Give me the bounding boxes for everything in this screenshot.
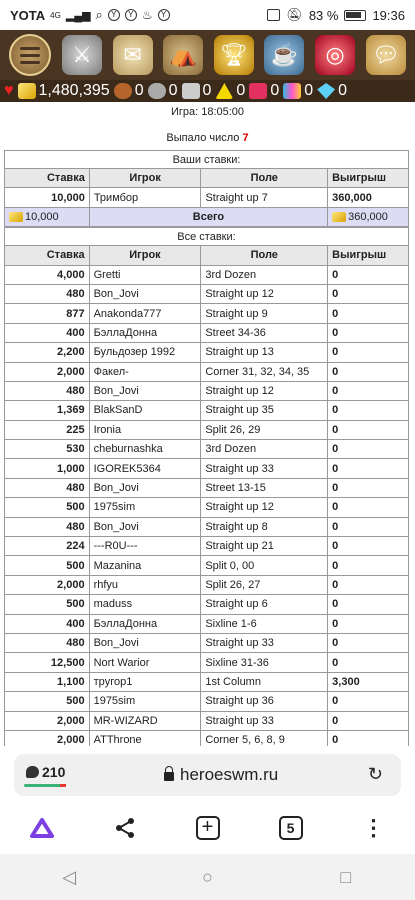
- bet-field: Straight up 6: [201, 595, 328, 614]
- bet-amount: 2,000: [5, 362, 90, 381]
- bet-field: Straight up 12: [201, 284, 328, 303]
- address-bar[interactable]: [14, 754, 401, 796]
- table-row: [5, 362, 409, 381]
- bet-field: Straight up 7: [201, 188, 328, 207]
- table-row: [5, 265, 409, 284]
- result-number: 7: [242, 132, 249, 144]
- clock: 19:36: [372, 7, 405, 23]
- bet-field: Corner 31, 32, 34, 35: [201, 362, 328, 381]
- total-label: Всего: [89, 207, 327, 226]
- col-field: Поле: [201, 169, 328, 188]
- crystal-icon: [249, 83, 267, 99]
- win-amount: 0: [328, 633, 409, 652]
- bet-field: Straight up 33: [201, 459, 328, 478]
- mercury-amount: 0: [202, 82, 212, 99]
- tavern-mug-icon[interactable]: ☕: [264, 35, 304, 75]
- bet-field: Straight up 8: [201, 517, 328, 536]
- win-amount: 0: [328, 362, 409, 381]
- bet-amount: 400: [5, 614, 90, 633]
- bet-field: 3rd Dozen: [201, 440, 328, 459]
- table-row: [5, 381, 409, 400]
- player-link[interactable]: ---R0U---: [89, 537, 201, 556]
- battery-icon: [344, 10, 366, 21]
- table-row: [5, 343, 409, 362]
- bet-amount: 4,000: [5, 265, 90, 284]
- all-bets-title: Все ставки:: [4, 227, 409, 245]
- bet-amount: 2,000: [5, 575, 90, 594]
- player-link[interactable]: трyгор1: [89, 672, 201, 691]
- table-row: [5, 537, 409, 556]
- gold-icon: [332, 212, 346, 222]
- gold-icon: [9, 212, 23, 222]
- result-label: Выпало число: [166, 132, 240, 144]
- plus-icon: +: [196, 816, 220, 840]
- win-amount: 0: [328, 692, 409, 711]
- recents-icon[interactable]: □: [340, 867, 352, 887]
- table-row: [5, 730, 409, 746]
- bet-field: Corner 5, 6, 8, 9: [201, 730, 328, 746]
- player-link[interactable]: Bon_Jovi: [89, 633, 201, 652]
- system-navigation-bar: [0, 854, 415, 900]
- all-bets-header: [5, 246, 409, 265]
- player-link[interactable]: maduss: [89, 595, 201, 614]
- my-bets-table: [4, 168, 409, 227]
- player-link[interactable]: БэллаДонна: [89, 323, 201, 342]
- new-tab-button[interactable]: [192, 812, 224, 844]
- player-link[interactable]: Anakonda777: [89, 304, 201, 323]
- bet-field: Straight up 13: [201, 343, 328, 362]
- player-link[interactable]: Bon_Jovi: [89, 284, 201, 303]
- share-icon[interactable]: [109, 812, 141, 844]
- nfc-icon: [267, 9, 280, 21]
- game-time: Игра: 18:05:00: [170, 106, 245, 118]
- diamond-icon: [317, 83, 335, 99]
- bet-amount: 480: [5, 478, 90, 497]
- table-row: [5, 323, 409, 342]
- bet-amount: 500: [5, 692, 90, 711]
- chat-count: 210: [42, 764, 66, 780]
- player-link[interactable]: БэллаДонна: [89, 614, 201, 633]
- player-link[interactable]: ATThrone: [89, 730, 201, 746]
- url-display[interactable]: [164, 765, 278, 785]
- more-menu-icon[interactable]: ⋮: [362, 815, 385, 840]
- chat-progress-bar: [24, 784, 66, 787]
- chat-icon: [26, 766, 39, 778]
- player-link[interactable]: rhfyu: [89, 575, 201, 594]
- table-row: [5, 498, 409, 517]
- win-amount: 0: [328, 323, 409, 342]
- reload-icon[interactable]: ↻: [367, 764, 383, 784]
- my-bets-header: [5, 169, 409, 188]
- back-icon[interactable]: ◁: [62, 867, 77, 887]
- win-amount: 0: [328, 440, 409, 459]
- player-link[interactable]: 1975sim: [89, 692, 201, 711]
- signal-icon: ▂▄▆: [65, 9, 91, 22]
- diamond-amount: 0: [338, 82, 348, 99]
- win-amount: 0: [328, 343, 409, 362]
- bet-field: Straight up 12: [201, 381, 328, 400]
- fire-icon: ♨: [141, 8, 153, 22]
- ore-icon: [148, 83, 166, 99]
- bet-amount: 225: [5, 420, 90, 439]
- bet-amount: 10,000: [5, 188, 90, 207]
- bet-amount: 400: [5, 323, 90, 342]
- table-row: [5, 653, 409, 672]
- mercury-icon: [182, 83, 200, 99]
- win-amount: 0: [328, 517, 409, 536]
- heart-icon: ♥: [4, 82, 14, 99]
- app-y-icon: Y: [158, 9, 170, 21]
- backpack-icon[interactable]: ⛺: [163, 35, 203, 75]
- browser-address-area: [0, 746, 415, 802]
- resources-bar: [0, 80, 415, 102]
- domain-text: heroeswm.ru: [180, 765, 279, 784]
- win-amount: 0: [328, 711, 409, 730]
- search-icon: ⌕: [95, 7, 103, 22]
- wood-amount: 0: [134, 82, 144, 99]
- bet-amount: 500: [5, 595, 90, 614]
- roulette-icon[interactable]: ◎: [315, 35, 355, 75]
- table-row: [5, 401, 409, 420]
- bet-amount: 2,000: [5, 711, 90, 730]
- bet-amount: 480: [5, 284, 90, 303]
- table-row: [5, 478, 409, 497]
- table-row: [5, 440, 409, 459]
- game-navigation-bar: [0, 30, 415, 80]
- player-link[interactable]: Bon_Jovi: [89, 517, 201, 536]
- col-field: Поле: [201, 246, 328, 265]
- player-link[interactable]: Nort Warior: [89, 653, 201, 672]
- gems-icon: [283, 83, 301, 99]
- table-row: [5, 284, 409, 303]
- lock-icon: [164, 772, 174, 781]
- winning-number: [0, 132, 415, 150]
- gold-icon: [18, 83, 36, 99]
- bet-field: Split 26, 27: [201, 575, 328, 594]
- bet-field: Street 34-36: [201, 323, 328, 342]
- total-bet: [5, 207, 90, 226]
- app-y-icon: Y: [125, 9, 137, 21]
- win-amount: 0: [328, 537, 409, 556]
- col-player: Игрок: [89, 169, 201, 188]
- player-link[interactable]: Bon_Jovi: [89, 478, 201, 497]
- ore-amount: 0: [168, 82, 178, 99]
- win-amount: 0: [328, 575, 409, 594]
- all-bets-table: [4, 245, 409, 746]
- col-win: Выигрыш: [328, 246, 409, 265]
- alice-assistant-icon[interactable]: [26, 812, 58, 844]
- bet-field: 3rd Dozen: [201, 265, 328, 284]
- bet-amount: 1,100: [5, 672, 90, 691]
- win-amount: 0: [328, 381, 409, 400]
- gems-amount: 0: [304, 82, 314, 99]
- player-link[interactable]: MR-WIZARD: [89, 711, 201, 730]
- player-link[interactable]: Факел-: [89, 362, 201, 381]
- bet-amount: 1,000: [5, 459, 90, 478]
- table-row: [5, 556, 409, 575]
- chat-counter[interactable]: [26, 764, 65, 780]
- bet-amount: 2,200: [5, 343, 90, 362]
- map-scroll-icon[interactable]: ✉: [113, 35, 153, 75]
- knight-helmet-icon[interactable]: ⚔: [62, 35, 102, 75]
- bet-amount: 1,369: [5, 401, 90, 420]
- table-row: [5, 595, 409, 614]
- table-row: [5, 614, 409, 633]
- bet-amount: 500: [5, 498, 90, 517]
- bet-amount: 12,500: [5, 653, 90, 672]
- player-link[interactable]: IGOREK5364: [89, 459, 201, 478]
- table-row: [5, 575, 409, 594]
- table-row: [5, 633, 409, 652]
- bet-amount: 500: [5, 556, 90, 575]
- browser-toolbar: [0, 802, 415, 854]
- player-link[interactable]: Бульдозер 1992: [89, 343, 201, 362]
- home-icon[interactable]: ○: [202, 867, 213, 887]
- bet-field: Street 13-15: [201, 478, 328, 497]
- carrier-label: YOTA: [10, 7, 46, 23]
- win-amount: 0: [328, 265, 409, 284]
- player-link[interactable]: Bon_Jovi: [89, 381, 201, 400]
- win-amount: 0: [328, 459, 409, 478]
- win-amount: 0: [328, 478, 409, 497]
- gold-amount: 1,480,395: [38, 82, 110, 99]
- battery-percent: 83 %: [308, 7, 339, 23]
- menu-icon[interactable]: [9, 34, 51, 76]
- win-amount: 0: [328, 595, 409, 614]
- player-link[interactable]: cheburnashka: [89, 440, 201, 459]
- bet-amount: 480: [5, 633, 90, 652]
- player-link[interactable]: Тримбор: [89, 188, 201, 207]
- col-win: Выигрыш: [328, 169, 409, 188]
- bet-field: Straight up 35: [201, 401, 328, 420]
- bet-amount: 224: [5, 537, 90, 556]
- col-player: Игрок: [89, 246, 201, 265]
- win-amount: 0: [328, 498, 409, 517]
- tab-count: 5: [279, 816, 303, 840]
- win-amount: 0: [328, 730, 409, 746]
- bet-field: Straight up 36: [201, 692, 328, 711]
- roulette-results-content: [0, 102, 415, 746]
- sulfur-amount: 0: [236, 82, 246, 99]
- table-row: [5, 304, 409, 323]
- player-link[interactable]: BlakSanD: [89, 401, 201, 420]
- status-bar: [0, 0, 415, 30]
- col-bet: Ставка: [5, 246, 90, 265]
- bet-amount: 530: [5, 440, 90, 459]
- bet-field: Split 26, 29: [201, 420, 328, 439]
- bet-amount: 480: [5, 381, 90, 400]
- table-row: [5, 711, 409, 730]
- table-row: [5, 420, 409, 439]
- mute-icon: 🔕︎: [286, 7, 303, 22]
- bet-field: Sixline 1-6: [201, 614, 328, 633]
- network-label: 4G: [50, 10, 61, 20]
- total-bet-amount: 10,000: [25, 210, 59, 223]
- chat-bubble-icon[interactable]: 💬︎: [366, 35, 406, 75]
- win-amount: 360,000: [328, 188, 409, 207]
- player-link[interactable]: 1975sim: [89, 498, 201, 517]
- bet-field: Split 0, 00: [201, 556, 328, 575]
- bet-field: Straight up 33: [201, 711, 328, 730]
- total-win-amount: 360,000: [348, 210, 388, 223]
- player-link[interactable]: Gretti: [89, 265, 201, 284]
- table-row: [5, 692, 409, 711]
- bet-field: Straight up 9: [201, 304, 328, 323]
- total-win: [328, 207, 409, 226]
- table-row: [5, 517, 409, 536]
- player-link[interactable]: Ironia: [89, 420, 201, 439]
- bet-field: Straight up 21: [201, 537, 328, 556]
- col-bet: Ставка: [5, 169, 90, 188]
- total-row: [5, 207, 409, 226]
- table-row: [5, 188, 409, 207]
- player-link[interactable]: Mazanina: [89, 556, 201, 575]
- tabs-button[interactable]: [275, 812, 307, 844]
- win-amount: 0: [328, 304, 409, 323]
- bet-amount: 480: [5, 517, 90, 536]
- win-amount: 3,300: [328, 672, 409, 691]
- win-amount: 0: [328, 284, 409, 303]
- win-amount: 0: [328, 653, 409, 672]
- sulfur-icon: [215, 83, 233, 99]
- my-bets-title: Ваши ставки:: [4, 150, 409, 168]
- bet-field: Sixline 31-36: [201, 653, 328, 672]
- win-amount: 0: [328, 556, 409, 575]
- bet-field: 1st Column: [201, 672, 328, 691]
- wood-icon: [114, 83, 132, 99]
- table-row: [5, 672, 409, 691]
- table-row: [5, 459, 409, 478]
- bet-field: Straight up 33: [201, 633, 328, 652]
- win-amount: 0: [328, 614, 409, 633]
- battle-trophy-icon[interactable]: 🏆︎: [214, 35, 254, 75]
- bet-amount: 877: [5, 304, 90, 323]
- win-amount: 0: [328, 420, 409, 439]
- bet-amount: 2,000: [5, 730, 90, 746]
- win-amount: 0: [328, 401, 409, 420]
- bet-field: Straight up 12: [201, 498, 328, 517]
- crystal-amount: 0: [270, 82, 280, 99]
- app-y-icon: Y: [108, 9, 120, 21]
